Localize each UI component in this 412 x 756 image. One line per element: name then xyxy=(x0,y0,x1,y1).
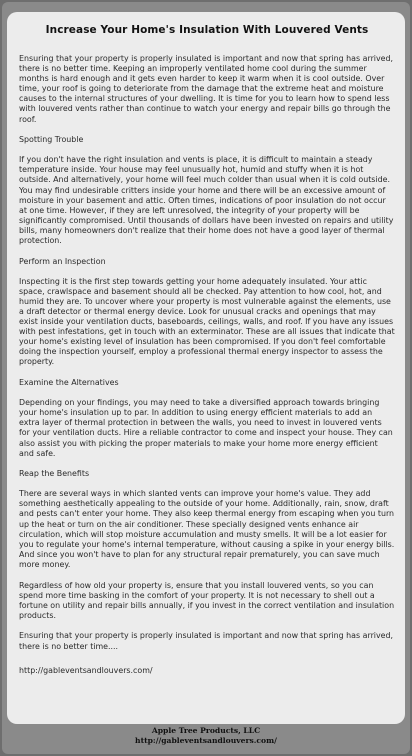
section-heading-reap-benefits: Reap the Benefits xyxy=(19,469,90,479)
article-sheet xyxy=(7,12,405,724)
footer-url-link[interactable]: http://gableventsandlouvers.com/ xyxy=(135,735,277,745)
section-body-perform-inspection: Inspecting it is the first step towards getting your home adequately insulated. Your attic space, crawlspace and basement should all be checked. Pay attention to how cool, hot, and humid they are. To uncover where your property is most vulnerable against the elements, use a draft detector or thermal energy device. Look for unusual cracks and openings that may exist inside your ventilation ducts, baseboards, ceilings, walls, and roof. If you have any issues with pest infestations, get in touch with an exterminator. These are all issues that indicate that your home's existing level of insulation has been compromised. If you don't feel comfortable doing the inspection yourself, employ a professional thermal energy inspector to assess the property. xyxy=(19,276,395,367)
section-body-examine-alternatives: Depending on your findings, you may need to take a diversified approach towards bringing your home's insulation up to par. In addition to using energy efficient materials to add an extra layer of thermal protection in between the walls, you need to invest in louvered vents for your ventilation ducts. Hire a reliable contractor to come and inspect your house. They can also assist you with picking the proper materials to make your home more energy efficient and safe. xyxy=(19,398,393,458)
section-body-reap-benefits: There are several ways in which slanted vents can improve your home's value. They add something aesthetically appealing to the outside of your home. Additionally, rain, snow, draft and pests can't enter your home. They also keep thermal energy from escaping when you turn up the heat or turn on the air conditioner. These specially designed vents enhance air circulation, which will stop moisture accumulation and musty smells. It will be a lot easier for you to regulate your home's internal temperature, without causing a spike in your energy bills. And since you won't have to plan for any structural repair prematurely, you can save much more money. xyxy=(19,489,395,569)
page-footer xyxy=(0,726,412,745)
section-heading-perform-inspection: Perform an Inspection xyxy=(19,256,106,266)
intro-paragraph: Ensuring that your property is properly insulated is important and now that spring has arrived, there is no better time. Keeping an improperly ventilated home cool during the summer months is hard enough and it gets even harder to keep it warm when it is cool outside. Over time, your roof is going to deteriorate from the damage that the extreme heat and moisture causes to the internal structures of your dwelling. It is time for you to learn how to spend less with louvered vents rather than continue to watch your energy and repair bills go through the roof. xyxy=(19,54,394,124)
article-url-link[interactable]: http://gableventsandlouvers.com/ xyxy=(19,665,153,675)
closing-paragraph: Regardless of how old your property is, ensure that you install louvered vents, so you can spend more time basking in the comfort of your property. It is not necessary to shell out a fortune on utility and repair bills annually, if you invest in the correct ventilation and insulation products. xyxy=(19,580,395,620)
closing-summary: Ensuring that your property is properly insulated is important and now that spring has arrived, there is no better time.... xyxy=(19,631,394,651)
footer-company-name: Apple Tree Products, LLC xyxy=(151,726,261,735)
article-title: Increase Your Home's Insulation With Louvered Vents xyxy=(45,24,369,36)
section-heading-examine-alternatives: Examine the Alternatives xyxy=(19,378,119,388)
section-heading-spotting-trouble: Spotting Trouble xyxy=(19,135,84,145)
section-body-spotting-trouble: If you don't have the right insulation and vents is place, it is difficult to maintain a steady temperature inside. Your house may feel unusually hot, humid and stuffy when it is hot outside. And alternatively, your home will feel much colder than usual when it is cold outside. You may find undesirable critters inside your home and there will be an excessive amount of moisture in your basement and attic. Often times, indications of poor insulation do not occur at one time. However, if they are left unresolved, the integrity of your property will be significantly compromised. Until thousands of dollars have been invested on repairs and utility bills, many homeowners don't realize that their home does not have a good layer of thermal protection. xyxy=(19,155,394,245)
